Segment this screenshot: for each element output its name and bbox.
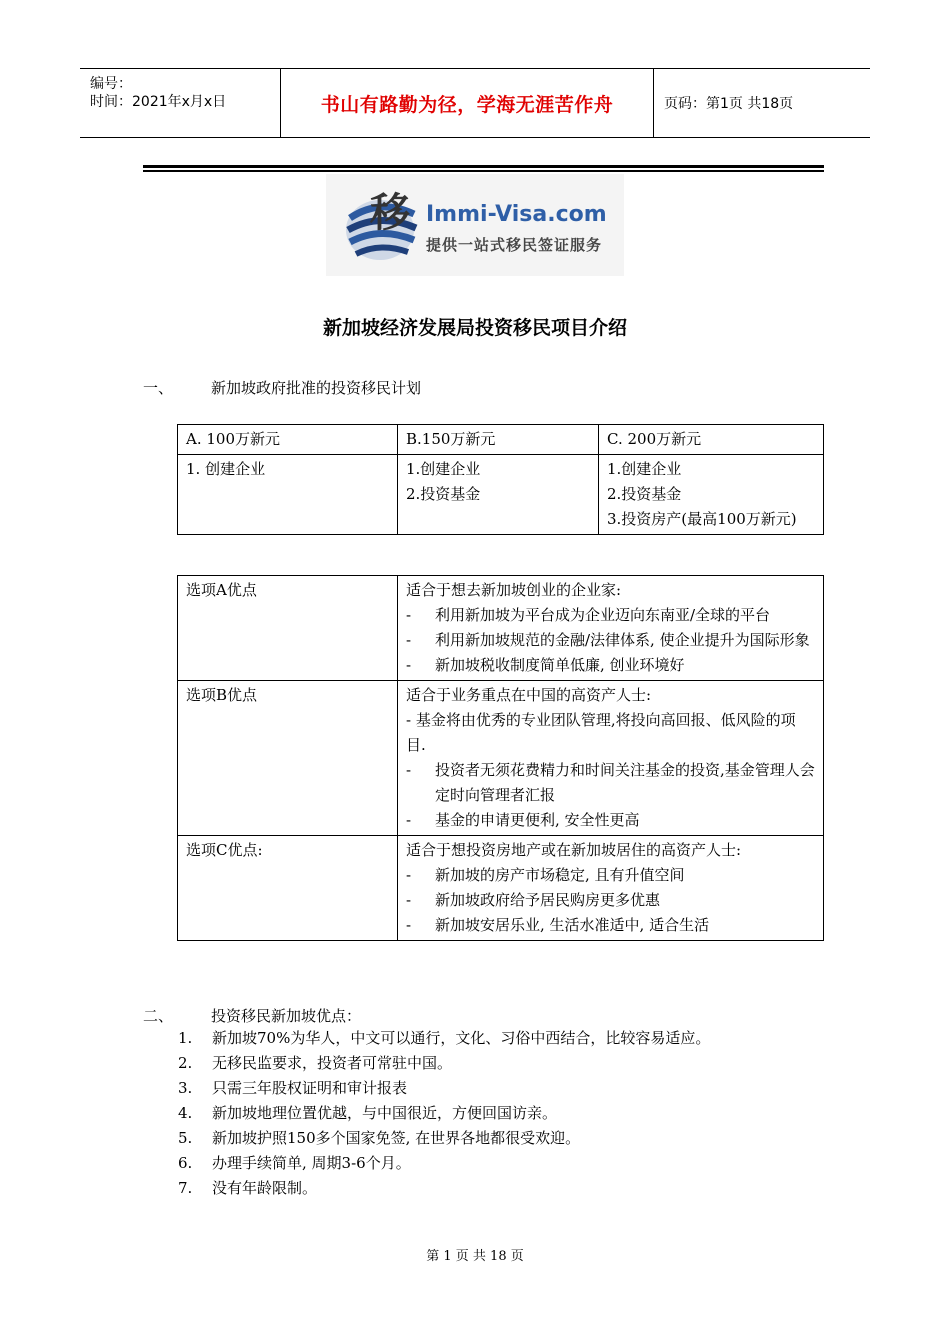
item-text: 新加坡地理位置优越，与中国很近，方便回国访亲。 xyxy=(212,1104,558,1122)
item-number: 7. xyxy=(178,1179,193,1197)
option-c-intro: 适合于想投资房地产或在新加坡居住的高资产人士: xyxy=(406,841,742,859)
plan-c-detail xyxy=(599,455,824,535)
doc-number-label: 编号： xyxy=(90,76,132,92)
list-item xyxy=(178,1101,710,1126)
top-rule xyxy=(143,165,824,168)
item-text: 办理手续简单, 周期3-6个月。 xyxy=(212,1154,411,1172)
item-number: 3. xyxy=(178,1079,193,1097)
list-item xyxy=(406,603,815,628)
dash-bullet: - xyxy=(406,866,412,884)
option-c-content xyxy=(398,836,824,941)
list-item xyxy=(178,1151,710,1176)
header-page-info: 页码：第1页 共18页 xyxy=(664,96,794,112)
document-title: 新加坡经济发展局投资移民项目介绍 xyxy=(322,317,627,339)
dash-bullet: - xyxy=(406,656,412,674)
option-c-label: 选项C优点: xyxy=(178,836,398,941)
section1-number: 一、 xyxy=(143,379,174,397)
item-text: 只需三年股权证明和审计报表 xyxy=(212,1079,408,1097)
plan-c-item: 2.投资基金 xyxy=(607,485,682,503)
section1-heading: 新加坡政府批准的投资移民计划 xyxy=(211,379,422,397)
section2-heading: 投资移民新加坡优点： xyxy=(211,1007,362,1025)
dash-bullet: - xyxy=(406,811,412,829)
doc-time: 时间：2021年x月x日 xyxy=(90,94,227,110)
dash-bullet: - xyxy=(406,761,412,779)
list-item xyxy=(178,1126,710,1151)
list-item xyxy=(178,1051,710,1076)
option-a-point: 利用新加坡规范的金融/法律体系, 使企业提升为国际形象 xyxy=(435,631,810,649)
item-number: 2. xyxy=(178,1054,193,1072)
option-b-point: 基金的申请更便利, 安全性更高 xyxy=(435,811,640,829)
header-meta xyxy=(80,69,281,137)
globe-logo-icon xyxy=(332,174,428,276)
option-b-first-point: - 基金将由优秀的专业团队管理,将投向高回报、低风险的项目. xyxy=(406,711,796,754)
plan-b-item: 2.投资基金 xyxy=(406,485,481,503)
item-text: 没有年龄限制。 xyxy=(212,1179,318,1197)
list-item xyxy=(406,888,815,913)
list-item xyxy=(406,758,815,808)
dash-bullet: - xyxy=(406,631,412,649)
item-text: 新加坡70%为华人，中文可以通行，文化、习俗中西结合，比较容易适应。 xyxy=(212,1029,711,1047)
list-item xyxy=(406,913,815,938)
option-b-content xyxy=(398,681,824,836)
list-item xyxy=(178,1026,710,1051)
section2-list xyxy=(178,1026,710,1201)
option-a-row xyxy=(178,576,824,681)
plan-b-item: 1.创建企业 xyxy=(406,460,481,478)
plan-b-header: B.150万新元 xyxy=(398,425,599,455)
plan-c-item: 3.投资房产(最高100万新元) xyxy=(607,510,797,528)
header-slogan: 书山有路勤为径，学海无涯苦作舟 xyxy=(281,69,654,137)
list-item xyxy=(406,628,815,653)
option-b-point: 投资者无须花费精力和时间关注基金的投资,基金管理人会定时向管理者汇报 xyxy=(435,761,815,804)
option-b-label: 选项B优点 xyxy=(178,681,398,836)
item-text: 无移民监要求，投资者可常驻中国。 xyxy=(212,1054,453,1072)
option-c-point: 新加坡政府给予居民购房更多优惠 xyxy=(435,891,661,909)
option-a-content xyxy=(398,576,824,681)
option-b-row xyxy=(178,681,824,836)
plans-table xyxy=(177,424,824,535)
advantages-table xyxy=(177,575,824,941)
plans-header-row xyxy=(178,425,824,455)
page-header xyxy=(80,68,870,138)
option-c-point: 新加坡的房产市场稳定, 且有升值空间 xyxy=(435,866,685,884)
option-c-point: 新加坡安居乐业, 生活水准适中, 适合生活 xyxy=(435,916,710,934)
dash-bullet: - xyxy=(406,916,412,934)
list-item xyxy=(178,1076,710,1101)
section2-number: 二、 xyxy=(143,1007,174,1025)
plan-c-header: C. 200万新元 xyxy=(599,425,824,455)
list-item xyxy=(406,653,815,678)
logo-tagline: 提供一站式移民签证服务 xyxy=(426,236,603,254)
page-footer: 第 1 页 共 18 页 xyxy=(426,1249,524,1264)
option-a-point: 利用新加坡为平台成为企业迈向东南亚/全球的平台 xyxy=(435,606,771,624)
plan-b-detail xyxy=(398,455,599,535)
option-a-point: 新加坡税收制度简单低廉, 创业环境好 xyxy=(435,656,685,674)
plan-a-detail xyxy=(178,455,398,535)
option-a-label: 选项A优点 xyxy=(178,576,398,681)
option-b-intro: 适合于业务重点在中国的高资产人士: xyxy=(406,686,652,704)
plan-c-item: 1.创建企业 xyxy=(607,460,682,478)
logo-site-name: Immi-Visa.com xyxy=(426,202,607,227)
item-number: 5. xyxy=(178,1129,193,1147)
plans-detail-row xyxy=(178,455,824,535)
list-item xyxy=(406,808,815,833)
item-number: 4. xyxy=(178,1104,193,1122)
svg-text:移: 移 xyxy=(370,189,410,236)
list-item xyxy=(406,863,815,888)
dash-bullet: - xyxy=(406,606,412,624)
option-a-intro: 适合于想去新加坡创业的企业家: xyxy=(406,581,622,599)
logo-banner xyxy=(326,174,624,276)
plan-a-item: 1. 创建企业 xyxy=(186,460,266,478)
item-number: 6. xyxy=(178,1154,193,1172)
list-item xyxy=(178,1176,710,1201)
option-c-row xyxy=(178,836,824,941)
plan-a-header: A. 100万新元 xyxy=(178,425,398,455)
dash-bullet: - xyxy=(406,891,412,909)
item-text: 新加坡护照150多个国家免签, 在世界各地都很受欢迎。 xyxy=(212,1129,581,1147)
item-number: 1. xyxy=(178,1029,193,1047)
top-rule-thin xyxy=(143,170,824,172)
